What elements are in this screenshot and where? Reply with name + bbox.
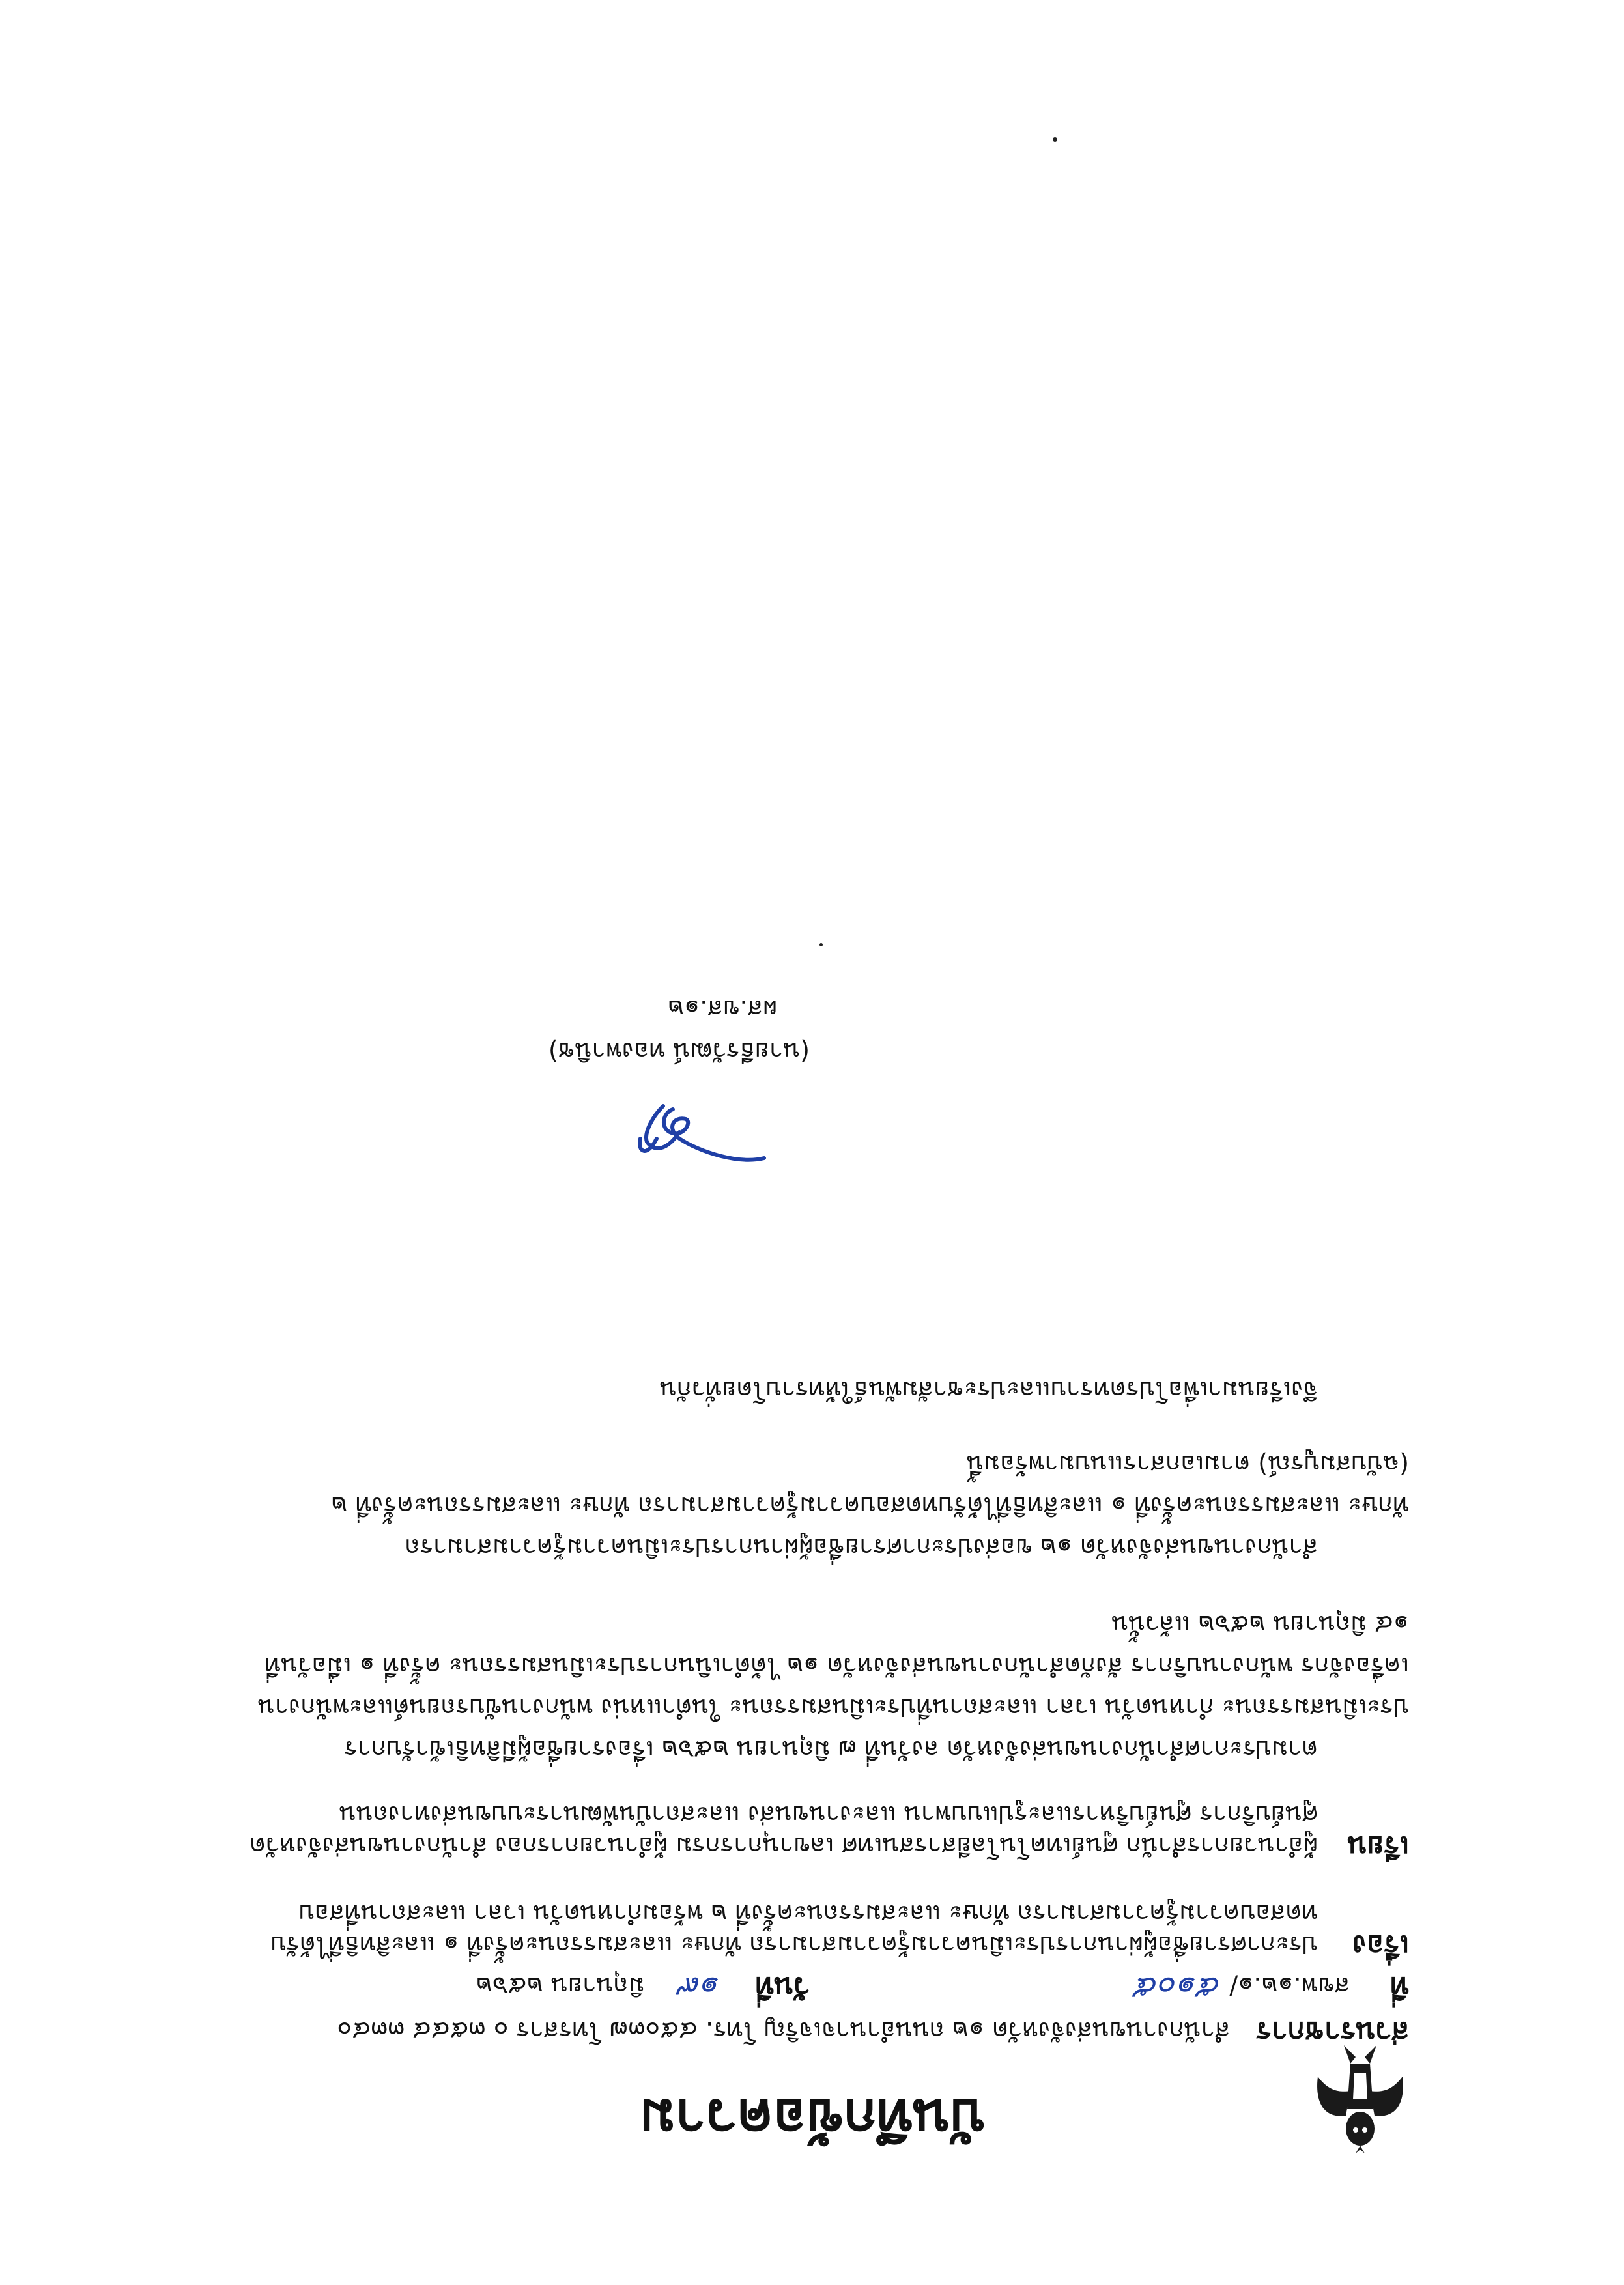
agency-value: สำนักงานขนส่งจังหวัด ๑๒ ถนนอำนาจเจริญ โทร. ๔๕๐๓๗ โทรสาร ๐ ๓๕๔๔ ๓๓๔๐ <box>337 2017 1231 2045</box>
date-label: วันที่ <box>755 1970 810 2004</box>
salutation-line: ผู้อำนวยการสำนัก ศูนย์เทคโนโลยีสารสนเทศ เลขานุการกรม ผู้อำนวยการกอง สำนักงานขนส่งจังหวัด <box>249 1832 1318 1860</box>
signer-position: ผส.ขส.๑๒ <box>668 995 777 1023</box>
doc-number-handwritten: ๕๑๐๕ <box>1135 1970 1222 2006</box>
agency-label: ส่วนราชการ <box>1256 2015 1409 2049</box>
subject-line: ประกาศรายชื่อผู้ผ่านการประเมินความรู้ความสามารถ ทักษะ และสมรรถนะครั้งที่ ๑ และสิทธิที่ได้รับ <box>270 1931 1318 1959</box>
subject-label: เรื่อง <box>1352 1929 1409 1962</box>
subject-text <box>270 1898 1318 1961</box>
salutation-label: เรียน <box>1347 1830 1409 1863</box>
scan-speck <box>819 943 823 946</box>
doc-number-row <box>1135 1970 1409 2004</box>
agency-row <box>337 2015 1409 2047</box>
date-row <box>476 1970 810 2004</box>
salutation-line: ศูนย์บริการ ศูนย์บริหารและรูปแบบพาน และงานขนส่ง และสถาบันพัฒนาระบบขนส่งทางถนน <box>339 1800 1318 1829</box>
doc-number-label: ที่ <box>1389 1970 1409 2004</box>
date-day-handwritten: ๑๙ <box>678 1970 722 2006</box>
scan-speck <box>1053 137 1057 142</box>
body-line: ๑๔ มิถุนายน ๒๕๖๒ แล้วนั้น <box>1111 1610 1409 1639</box>
body-line: (ฉบับสมบูรณ์) ตามเอกสารแนบมาพร้อมนี้ <box>967 1450 1409 1479</box>
body-line: สำนักงานขนส่งจังหวัด ๑๒ ขอส่งประกาศรายชื่อผู้ผ่านการประเมินความรู้ความสามารถ <box>405 1533 1318 1562</box>
memo-title: บันทึกข้อความ <box>639 2087 985 2151</box>
doc-number-value: สขพ.๑๒.๑/ <box>1229 1972 1350 2000</box>
body-paragraph-1 <box>258 1604 1409 1770</box>
date-month-year: มิถุนายน ๒๕๖๒ <box>476 1972 645 2000</box>
subject-line: ทดสอบความรู้ความสามารถ ทักษะ และสมรรถนะครั้งที่ ๒ พร้อมกำหนดวัน เวลา และสถานที่สอบ <box>298 1899 1318 1928</box>
body-line: ตามประกาศสำนักงานขนส่งจังหวัด ลงวันที่ ๗ มิถุนายน ๒๕๖๒ เรื่องรายชื่อผู้มีสิทธิเข้ารับการ <box>344 1735 1318 1764</box>
body-line: เครื่องจักร พนักงานบริการ สังกัดสำนักงานขนส่งจังหวัด ๑๒ ได้ดำเนินการประเมินสมรรถนะ ครั้งที่ ๑ เมื่อวันที่ <box>264 1652 1409 1681</box>
handwritten-signature-icon <box>627 1080 777 1178</box>
body-line: ทักษะ และสมรรถนะครั้งที่ ๑ และสิทธิที่ได้รับทดสอบความรู้ความสามารถ ทักษะ และสมรรถนะครั้งที่ ๒ <box>331 1492 1409 1520</box>
signer-name: (นายธีรวัฒน์ ทองพานิช) <box>548 1037 810 1066</box>
closing-text: จึงเรียนมาเพื่อโปรดทราบและประชาสัมพันธ์ให้ทราบโดยทั่วกัน <box>659 1376 1318 1404</box>
salutation-text <box>249 1799 1318 1862</box>
body-paragraph-2 <box>331 1443 1409 1568</box>
body-line: ประเมินสมรรถนะ กำหนดวัน เวลา และสถานที่ประเมินสมรรถนะ ในตำแหน่ง พนักงานขับรถยนต์และพนักงาน <box>257 1694 1409 1722</box>
